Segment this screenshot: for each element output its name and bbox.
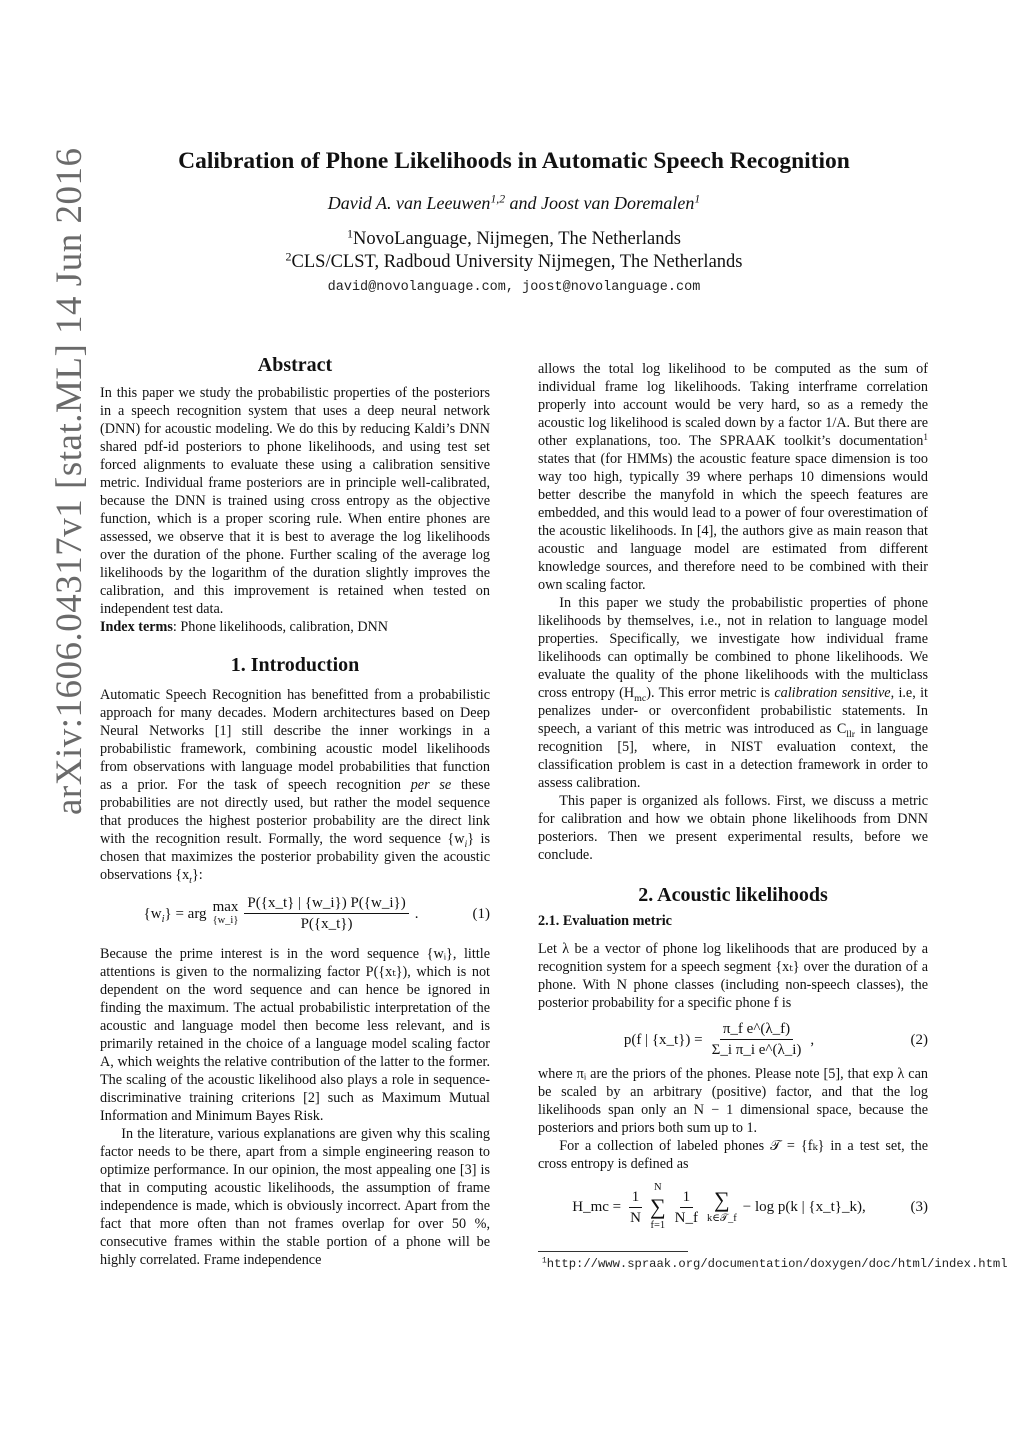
eq1-lhs: $\{w_i\}$ = arg: [143, 905, 207, 925]
section-2-paragraph-1: Let λ be a vector of phone log likelihoods that are produced by a recognition system for a speech segment {xₜ} over the duration of a phone. With N phone classes (including non-speech classes), the posterior probability for a specific phone f is: [538, 941, 928, 1011]
abstract-heading: Abstract: [257, 354, 333, 376]
equation-2: p(f | {x_t}) = $\frac{\text{π\_f e\textasciicircum{}(λ\_f)}}{\text{Σ\_i π\_i e\textasciicircum{}(λ\_i)}}$ , (2): [623, 1021, 928, 1058]
right-paragraph-1: allows the total log likelihood to be computed as the sum of individual frame log likelihoods. Taking interframe correlation properly into account would be very hard, so as a remedy the acoustic log likelihood is scaled down by a factor 1/A. But there are other explanations, too. The SPRAAK toolkit’s documentation$^1$ states that (for HMMs) the acoustic feature space dimension is too way too high, typically 39 where perhaps 10 dimensions would better describe the manyfold in which the speech features are embedded, and this would lead to a power of four overestimation of the acoustic likelihoods. In [4], the authors give as main reason that acoustic and language model are estimated from different knowledge sources, and therefore need to be combined with their own scaling factor.: [538, 361, 928, 593]
eq3-sum-2: ∑ k∈𝒯_f: [706, 1187, 737, 1224]
affiliation-mark: 1,2: [490, 192, 506, 206]
eq3-lhs: H_mc =: [572, 1199, 622, 1215]
affiliation-mark: 1: [347, 226, 354, 241]
subsection-2-1-heading: 2.1. Evaluation metric: [538, 913, 672, 929]
author-emails: david@novolanguage.com, joost@novolanguage.com: [327, 280, 701, 295]
right-paragraph-2: In this paper we study the probabilistic properties of phone likelihoods by themselves, i.e., not in relation to language model properties. Specifically, we investigate how individual frame likelihoods can optimally be combined to phone likelihoods. We evaluate the quality of the phone likelihoods with the multiclass cross entropy $(H_{mc})$. This error metric is calibration sensitive, i.e, it penalizes under- or overconfident probabilistic statements. In speech, a variant of this metric was introduced as $C_{llr}$ in language recognition [5], where, in NIST evaluation context, the classification problem is cast in a detection framework in order to assess calibration.: [538, 595, 928, 791]
affiliation-mark: 1: [694, 192, 701, 206]
affiliation-mark: 2: [285, 249, 292, 264]
section-2-paragraph-2: where πᵢ are the priors of the phones. Please note [5], that exp λ can be scaled by an arbitrary (positive) factor, and that the log likelihoods span only an N − 1 dimensional space, because the posteriors and priors both sum up to 1.: [538, 1066, 928, 1136]
author-name: David A. van Leeuwen: [327, 193, 491, 213]
paper-title: Calibration of Phone Likelihoods in Automatic Speech Recognition: [178, 148, 850, 174]
left-column: [100, 356, 490, 1269]
section-1-heading: 1. Introduction: [230, 654, 360, 676]
equation-1: $\{w_i\}$ = arg max {w_i} $\frac{P(\{x\_t\} | \{w\_i\}) P(\{w\_i\})}{P(\{x\_t\})}$ . (1): [143, 895, 490, 932]
right-paragraph-3: This paper is organized als follows. First, we discuss a metric for calibration and how we obtain phone likelihoods from DNN posteriors. Then we present experimental results, before we conclude.: [538, 793, 928, 863]
affiliation-1: [100, 228, 928, 251]
author-conjunction: and: [509, 193, 537, 213]
eq3-fraction-1: $\frac{1}{N}$: [630, 1188, 641, 1226]
index-terms: [100, 618, 490, 636]
author-line: [100, 193, 928, 214]
index-terms-label: Index terms: [100, 619, 173, 635]
affiliation-2: [100, 251, 928, 274]
section-2-heading: 2. Acoustic likelihoods: [638, 884, 828, 906]
section-2-paragraph-3: For a collection of labeled phones 𝒯 = {fₖ} in a test set, the cross entropy is defined as: [538, 1138, 928, 1172]
equation-number: (1): [472, 905, 490, 922]
equation-number: (2): [910, 1031, 928, 1048]
index-terms-text: : Phone likelihoods, calibration, DNN: [172, 619, 389, 635]
footnote: $^1$http://www.spraak.org/documentation/doxygen/doc/html/index.html: [542, 1256, 1008, 1271]
affiliation-text: CLS/CLST, Radboud University Nijmegen, The Netherlands: [291, 252, 743, 272]
right-column: [538, 360, 1008, 1272]
eq3-sum-1: N ∑ f=1: [649, 1182, 666, 1231]
eq1-max-operator: max {w_i}: [212, 898, 239, 926]
eq1-fraction: $\frac{P(\{x\_t\} | \{w\_i\}) P(\{w\_i\})}{P(\{x\_t\})}$: [244, 894, 408, 933]
eq3-fraction-2: $\frac{1}{N\_f}$: [674, 1188, 698, 1226]
footnote-mark: 1: [923, 431, 928, 442]
equation-number: (3): [910, 1199, 928, 1215]
footnote-rule: [538, 1251, 688, 1252]
paper-header: [100, 148, 928, 295]
eq2-fraction: $\frac{\text{π\_f e\textasciicircum{}(λ\_f)}}{\text{Σ\_i π\_i e\textasciicircum{}(λ\_i)}}$: [711, 1021, 802, 1058]
intro-paragraph-3: In the literature, various explanations are given why this scaling factor needs to be there, apart from a simple engineering reason to optimize performance. In our opinion, the most appealing one [3] is that in computing acoustic likelihoods, the assumption of frame independence is made, which is obviously incorrect. Apart from the fact that more often than not frames overlap for over 50 %, consecutive frames within the stable portion of a phone will be highly correlated. Frame independence: [100, 1126, 490, 1268]
intro-paragraph-2: Because the prime interest is in the word sequence {wᵢ}, little attentions is given to the normalizing factor P({xₜ}), which is not dependent on the word sequence and can hence be ignored in finding the maximum. The actual probabilistic interpretation of the acoustic and language model then become less relevant, and is primarily retained in the choice of a language model scaling factor A, which weights the relative contribution of the latter to the former. The scaling of the acoustic likelihood also plays a role in sequence-discriminative training criterions [2] such as Maximum Mutual Information and Minimum Bayes Risk.: [100, 946, 490, 1124]
eq2-lhs: p(f | {x_t}) =: [623, 1031, 703, 1048]
footnote-url[interactable]: http://www.spraak.org/documentation/doxygen/doc/html/index.html: [546, 1257, 1008, 1271]
affiliations: [100, 228, 928, 274]
equation-3: H_mc = $\frac{1}{N}$ N ∑ f=1 $\frac{1}{N\_f}$ ∑ k∈𝒯_f − log p(k | {x_t}_k), (3): [572, 1182, 928, 1231]
abstract-text: In this paper we study the probabilistic properties of the posteriors in a speech recognition system that uses a deep neural network (DNN) for acoustic modeling. We do this by reducing Kaldi’s DNN shared pdf-id posteriors to phone likelihoods, and using test set forced alignments to evaluate these using a calibration sensitive metric. Individual frame posteriors are in principle well-calibrated, because the DNN is trained using cross entropy as the objective function, which is a proper scoring rule. When entire phones are assessed, we observe that it is best to average the log likelihoods over the duration of the phone. Further scaling of the average log likelihoods by the logarithm of the duration slightly improves the calibration, and this improvement is retained when tested on independent test data.: [100, 385, 490, 617]
author-name: Joost van Doremalen: [541, 193, 695, 213]
affiliation-text: NovoLanguage, Nijmegen, The Netherlands: [353, 229, 681, 249]
arxiv-identifier: arXiv:1606.04317v1 [stat.ML] 14 Jun 2016: [49, 147, 90, 815]
intro-paragraph-1: Automatic Speech Recognition has benefitted from a probabilistic approach for many decades. Modern architectures based on Deep Neural Networks [1] still describe the inner workings in a probabilistic framework, combining acoustic model likelihoods from observations with language model probabilities that function as a prior. For the task of speech recognition per se these probabilities are not directly used, but rather the model sequence that produces the highest posterior probability are the direct link with the recognition result. Formally, the word sequence $\{w_i\}$ is chosen that maximizes the posterior probability given the acoustic observations $\{x_t\}$:: [100, 687, 490, 886]
